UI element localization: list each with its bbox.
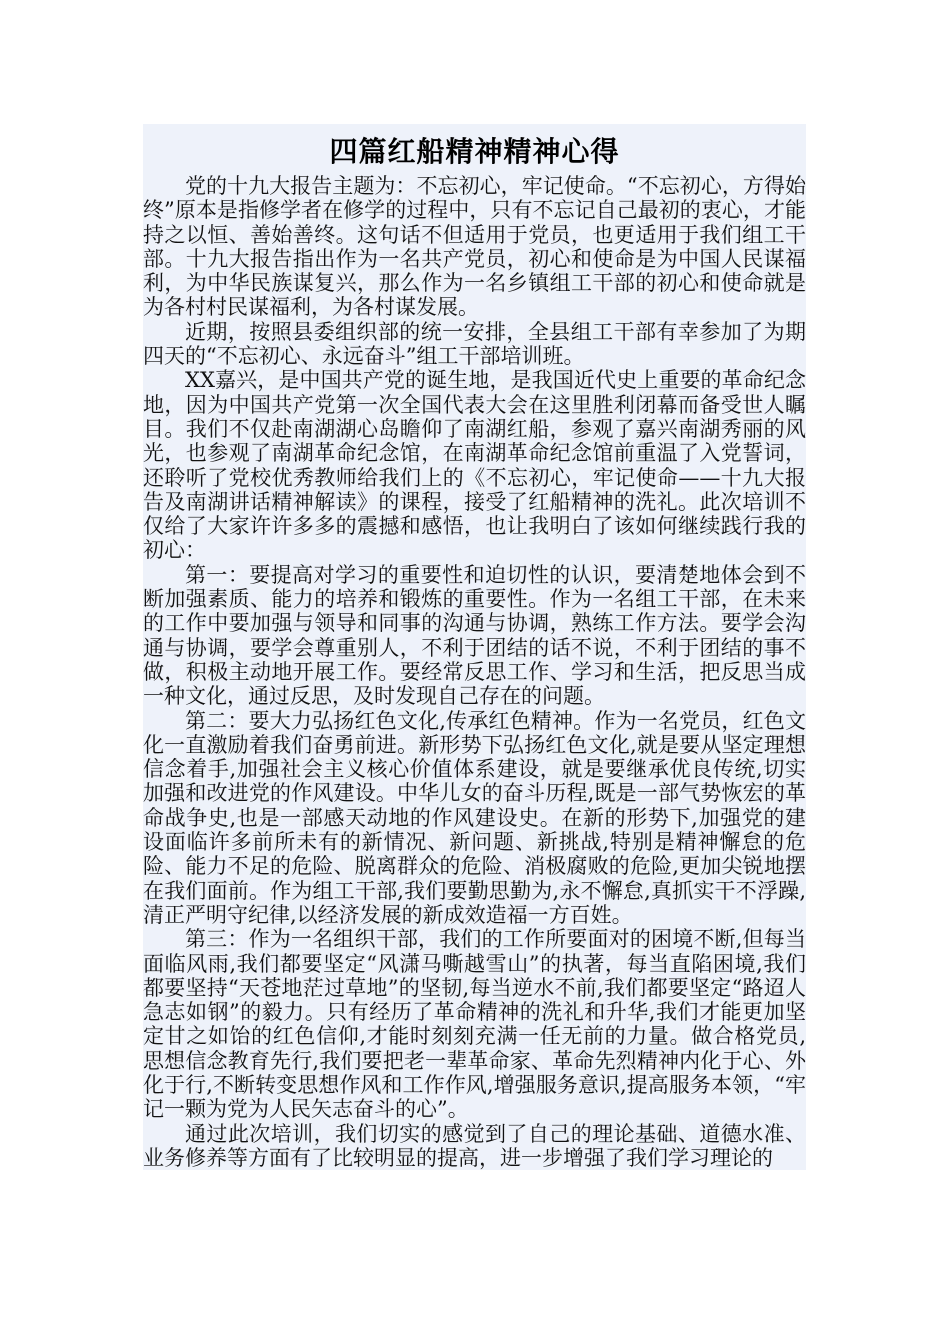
paragraph-conclusion: 通过此次培训，我们切实的感觉到了自己的理论基础、道德水准、业务修养等方面有了比较明显的提高，进一步增强了我们学习理论的 (143, 1121, 806, 1170)
document-title: 四篇红船精神精神心得 (329, 135, 620, 168)
paragraph-intro: 党的十九大报告主题为：不忘初心，牢记使命。“不忘初心，方得始终”原本是指修学者在修学的过程中，只有不忘记自己最初的衷心，才能持之以恒、善始善终。这句话不但适用于党员，也更适用于我们组工干部。十九大报告指出作为一名共产党员，初心和使命是为中国人民谋福利，为中华民族谋复兴，那么作为一名乡镇组工干部的初心和使命就是为各村村民谋福利，为各村谋发展。 (143, 174, 806, 320)
text-block (143, 124, 806, 1170)
paragraph-jiaxing: XX嘉兴，是中国共产党的诞生地，是我国近代史上重要的革命纪念地，因为中国共产党第一次全国代表大会在这里胜利闭幕而备受世人瞩目。我们不仅赴南湖湖心岛瞻仰了南湖红船，参观了嘉兴南湖秀丽的风光，也参观了南湖革命纪念馆，在南湖革命纪念馆前重温了入党誓词，还聆听了党校优秀教师给我们上的《不忘初心，牢记使命——十九大报告及南湖讲话精神解读》的课程，接受了红船精神的洗礼。此次培训不仅给了大家许许多多的震撼和感悟，也让我明白了该如何继续践行我的初心： (143, 368, 806, 563)
paragraph-second: 第二：要大力弘扬红色文化,传承红色精神。作为一名党员，红色文化一直激励着我们奋勇前进。新形势下弘扬红色文化,就是要从坚定理想信念着手,加强社会主义核心价值体系建设，就是要继承优良传统,切实加强和改进党的作风建设。中华儿女的奋斗历程,既是一部气势恢宏的革命战争史,也是一部感天动地的作风建设史。在新的形势下,加强党的建设面临许多前所未有的新情况、新问题、新挑战,特别是精神懈怠的危险、能力不足的危险、脱离群众的危险、消极腐败的危险,更加尖锐地摆在我们面前。作为组工干部,我们要勤思勤为,永不懈怠,真抓实干不浮躁,清正严明守纪律,以经济发展的新成效造福一方百姓。 (143, 708, 806, 927)
paragraph-third: 第三：作为一名组织干部，我们的工作所要面对的困境不断,但每当面临风雨,我们都要坚定“风潇马嘶越雪山”的执著，每当直陷困境,我们都要坚持“天苍地茫过草地”的坚韧,每当逆水不前,我们都要坚定“路迢人急志如钢”的毅力。只有经历了革命精神的洗礼和升华,我们才能更加坚定甘之如饴的红色信仰,才能时刻刻充满一任无前的力量。做合格党员,思想信念教育先行,我们要把老一辈革命家、革命先烈精神内化于心、外化于行,不断转变思想作风和工作作风,增强服务意识,提高服务本领，“牢记一颗为党为人民矢志奋斗的心”。 (143, 927, 806, 1122)
paragraph-first: 第一：要提高对学习的重要性和迫切性的认识，要清楚地体会到不断加强素质、能力的培养和锻炼的重要性。作为一名组工干部，在未来的工作中要加强与领导和同事的沟通与协调，熟练工作方法。要学会沟通与协调，要学会尊重别人，不利于团结的话不说，不利于团结的事不做，积极主动地开展工作。要经常反思工作、学习和生活，把反思当成一种文化，通过反思，及时发现自己存在的问题。 (143, 562, 806, 709)
paragraph-training: 近期，按照县委组织部的统一安排，全县组工干部有幸参加了为期四天的“不忘初心、永远奋斗”组工干部培训班。 (143, 319, 806, 369)
